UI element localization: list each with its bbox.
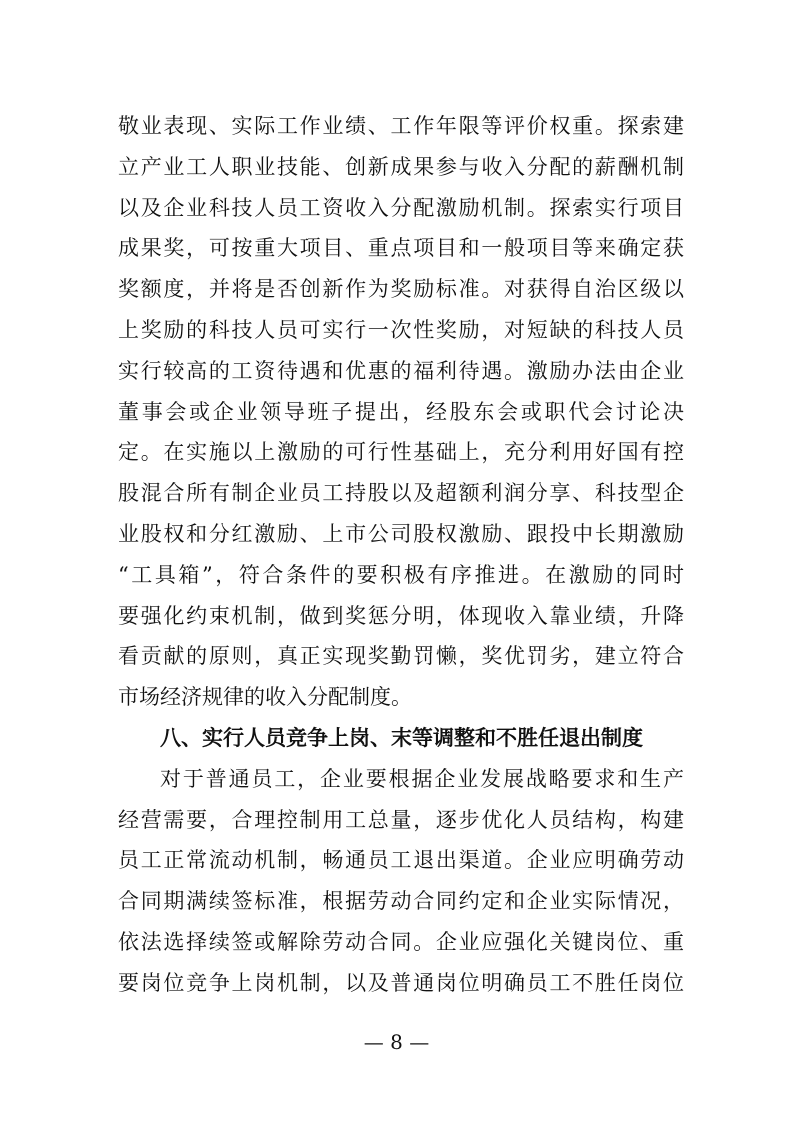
text-line: 对于普通员工，企业要根据企业发展战略要求和生产 — [160, 766, 684, 791]
text-line: 股混合所有制企业员工持股以及超额利润分享、科技型企 — [118, 481, 684, 506]
text-line: 业股权和分红激励、上市公司股权激励、跟投中长期激励 — [118, 521, 684, 546]
page-number: — 8 — — [363, 1030, 430, 1054]
text-line: 看贡献的原则，真正实现奖勤罚懒，奖优罚劣，建立符合 — [118, 644, 684, 669]
text-line: 董事会或企业领导班子提出，经股东会或职代会讨论决 — [118, 399, 684, 424]
text-line: 员工正常流动机制，畅通员工退出渠道。企业应明确劳动 — [118, 848, 684, 873]
text-line: 敬业表现、实际工作业绩、工作年限等评价权重。探索建 — [118, 114, 684, 138]
text-line: 要岗位竞争上岗机制，以及普通岗位明确员工不胜任岗位 — [118, 970, 684, 995]
text-line: 实行较高的工资待遇和优惠的福利待遇。激励办法由企业 — [118, 358, 684, 383]
section-heading: 八、实行人员竞争上岗、末等调整和不胜任退出制度 — [160, 724, 643, 750]
text-line: 以及企业科技人员工资收入分配激励机制。探索实行项目 — [118, 195, 684, 220]
text-line: 奖额度，并将是否创新作为奖励标准。对获得自治区级以 — [118, 277, 684, 302]
text-line: 经营需要，合理控制用工总量，逐步优化人员结构，构建 — [118, 807, 684, 832]
text-line: 成果奖，可按重大项目、重点项目和一般项目等来确定获 — [118, 236, 684, 261]
body-text — [118, 106, 684, 1004]
paragraph-next — [118, 759, 684, 1004]
text-line: 立产业工人职业技能、创新成果参与收入分配的薪酬机制 — [118, 154, 684, 179]
text-line: 要强化约束机制，做到奖惩分明，体现收入靠业绩，升降 — [118, 603, 684, 628]
text-line: 市场经济规律的收入分配制度。 — [118, 685, 412, 710]
text-line: “工具箱”，符合条件的要积极有序推进。在激励的同时 — [118, 562, 684, 587]
text-line: 上奖励的科技人员可实行一次性奖励，对短缺的科技人员 — [118, 317, 684, 342]
paragraph-continued — [118, 106, 684, 718]
text-line: 合同期满续签标准，根据劳动合同约定和企业实际情况， — [118, 889, 684, 914]
text-line: 依法选择续签或解除劳动合同。企业应强化关键岗位、重 — [118, 929, 684, 954]
text-line: 定。在实施以上激励的可行性基础上，充分利用好国有控 — [118, 440, 684, 465]
